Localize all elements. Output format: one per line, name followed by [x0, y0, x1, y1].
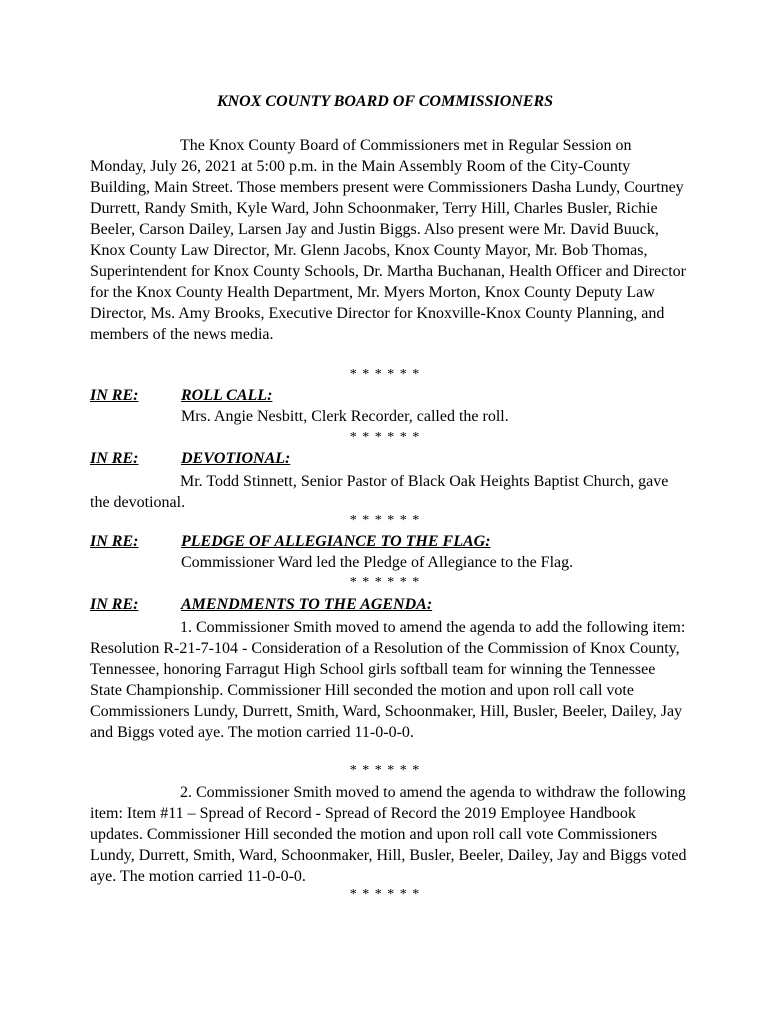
amendment-item-2-text: 2. Commissioner Smith moved to amend the agenda to withdraw the following item: Item #11 – Spread of Record - Spread of Record the 2019 Employee Handbook updates. Commissioner Hill seconded the motion and upon roll call vote Commissioners Lundy, Durrett, Smith, Ward, Schoonmaker, Hill, Busler, Beeler, Dailey, Jay and Biggs voted aye. The motion carried 11-0-0-0. — [90, 784, 687, 885]
amendment-item-1 — [90, 617, 690, 743]
devotional-text: Mr. Todd Stinnett, Senior Pastor of Black Oak Heights Baptist Church, gave the devotional. — [90, 473, 669, 511]
document-title: KNOX COUNTY BOARD OF COMMISSIONERS — [216, 93, 554, 110]
separator: * * * * * * — [349, 430, 421, 445]
in-re-label: IN RE: — [90, 450, 139, 467]
in-re-label: IN RE: — [90, 533, 139, 550]
separator: * * * * * * — [349, 575, 421, 590]
intro-paragraph — [90, 135, 690, 345]
roll-call-text: Mrs. Angie Nesbitt, Clerk Recorder, called the roll. — [181, 408, 509, 425]
roll-call-heading: ROLL CALL: — [181, 387, 273, 404]
amendment-item-2 — [90, 782, 690, 887]
pledge-heading: PLEDGE OF ALLEGIANCE TO THE FLAG: — [181, 533, 491, 550]
pledge-text: Commissioner Ward led the Pledge of Allegiance to the Flag. — [181, 554, 574, 571]
separator: * * * * * * — [349, 367, 421, 382]
separator: * * * * * * — [349, 513, 421, 528]
amendment-item-1-text: 1. Commissioner Smith moved to amend the agenda to add the following item: Resolution R-21-7-104 - Consideration of a Resolution of the Commission of Knox County, Tennessee, honoring Farragut High School girls softball team for winning the Tennessee State Championship. Commissioner Hill seconded the motion and upon roll call vote Commissioners Lundy, Durrett, Smith, Ward, Schoonmaker, Hill, Busler, Beeler, Dailey, Jay and Biggs voted aye. The motion carried 11-0-0-0. — [90, 619, 686, 741]
intro-text: The Knox County Board of Commissioners met in Regular Session on Monday, July 26, 2021 at 5:00 p.m. in the Main Assembly Room of the City-County Building, Main Street. Those members present were Commissioners Dasha Lundy, Courtney Durrett, Randy Smith, Kyle Ward, John Schoonmaker, Terry Hill, Charles Busler, Richie Beeler, Carson Dailey, Larsen Jay and Justin Biggs. Also present were Mr. David Buuck, Knox County Law Director, Mr. Glenn Jacobs, Knox County Mayor, Mr. Bob Thomas, Superintendent for Knox County Schools, Dr. Martha Buchanan, Health Officer and Director for the Knox County Health Department, Mr. Myers Morton, Knox County Deputy Law Director, Ms. Amy Brooks, Executive Director for Knoxville-Knox County Planning, and members of the news media. — [90, 137, 686, 343]
in-re-label: IN RE: — [90, 596, 139, 613]
devotional-paragraph — [90, 471, 690, 513]
in-re-label: IN RE: — [90, 387, 139, 404]
separator: * * * * * * — [349, 887, 421, 902]
amendments-heading: AMENDMENTS TO THE AGENDA: — [181, 596, 433, 613]
separator: * * * * * * — [349, 763, 421, 778]
devotional-heading: DEVOTIONAL: — [181, 450, 291, 467]
